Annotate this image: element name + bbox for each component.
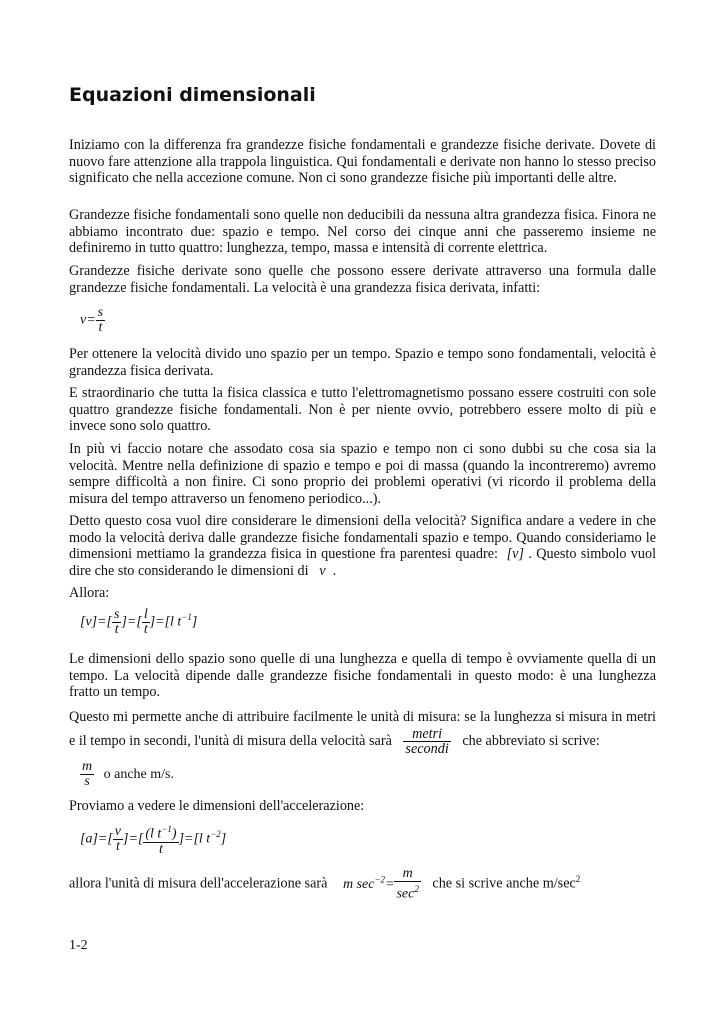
equation-acceleration-dimensions: [a]=[ $\frac{v}{t}$ ]=[ $\frac{(l t^{-1})}{t}$ ]=[l $t^{-2}$]	[80, 823, 227, 857]
paragraph-acceleration: Proviamo a vedere le dimensioni dell'accelerazione:	[69, 798, 365, 814]
paragraph-fundamental: Grandezze fisiche fondamentali sono quelle non deducibili da nessuna altra grandezza fisica. Finora ne abbiamo incontrato due: spazio e tempo. Nel corso dei cinque anni che passeremo insieme ne definiremo in tutto quattro: lunghezza, tempo, massa e intensità di corrente elettrica.	[69, 207, 656, 256]
paragraph-acceleration-units: allora l'unità di misura dell'accelerazione sarà m $\sec^{-2}=$ $\frac{m}{\sec^2}$ che si scrive anche $m/\sec^2$	[69, 866, 581, 902]
equation-velocity-dimensions: [v]=[ $\frac{s}{t}$ ]=[ $\frac{l}{t}$ ]=[l $t^{-1}$]	[80, 607, 198, 637]
page-title: Equazioni dimensionali	[69, 84, 316, 106]
paragraph-intro: Iniziamo con la differenza fra grandezze fisiche fondamentali e grandezze fisiche derivate. Dovete di nuovo fare attenzione alla trappola linguistica. Qui fondamentali e derivate non hanno lo stesso preciso significato che nella accezione comune. Non ci sono grandezze fisiche più importanti delle altre.	[69, 137, 656, 186]
equation-velocity: v= $\frac{s}{t}$	[80, 305, 104, 335]
paragraph-units: Questo mi permette anche di attribuire facilmente le unità di misura: se la lunghezza si misura in metri e il tempo in secondi, l'unità di misura della velocità sarà $\frac{\text{metri}}{\text{secondi}}$ che abbreviato si scrive:	[69, 709, 656, 757]
paragraph-dimensions: Detto questo cosa vuol dire considerare le dimensioni della velocità? Significa andare a vedere in che modo la velocità deriva dalle grandezze fisiche fondamentali spazio e tempo. Quando consideriamo le dimensioni mettiamo la grandezza fisica in questione fra parentesi quadre: [v] . Questo simbolo vuol dire che sto considerando le dimensioni di v .	[69, 513, 657, 579]
paragraph-length-time: Le dimensioni dello spazio sono quelle di una lunghezza e quella di tempo è ovviamente quella di un tempo. La velocità dipende dalle grandezze fisiche fondamentali in questo modo: è una lunghezza fratto un tempo.	[69, 651, 656, 700]
paragraph-four-quantities: E straordinario che tutta la fisica classica e tutto l'elettromagnetismo possano essere costruiti con sole quattro grandezze fisiche fondamentali. Non è per niente ovvio, potrebbero essere molto di più e invece sono solo quattro.	[69, 385, 656, 434]
equation-m-over-s: $\frac{m}{s}$ o anche m/s.	[82, 759, 174, 789]
paragraph-velocity: Per ottenere la velocità divido uno spazio per un tempo. Spazio e tempo sono fondamentali, velocità è grandezza fisica derivata.	[69, 346, 656, 379]
page-number: 1-2	[69, 938, 88, 953]
paragraph-operational: In più vi faccio notare che assodato cosa sia spazio e tempo non ci sono dubbi su che cosa sia la velocità. Mentre nella definizione di spazio e tempo e poi di massa (quando la incontreremo) avremo sempre difficoltà a non finire. Ci sono proprio dei problemi operativi (vi ricordo il problema della misura del tempo attraverso un fenomeno periodico...).	[69, 441, 656, 507]
paragraph-allora: Allora:	[69, 585, 110, 601]
paragraph-derived: Grandezze fisiche derivate sono quelle che possono essere derivate attraverso una formula dalle grandezze fisiche fondamentali. La velocità è una grandezza fisica derivata, infatti:	[69, 263, 656, 296]
